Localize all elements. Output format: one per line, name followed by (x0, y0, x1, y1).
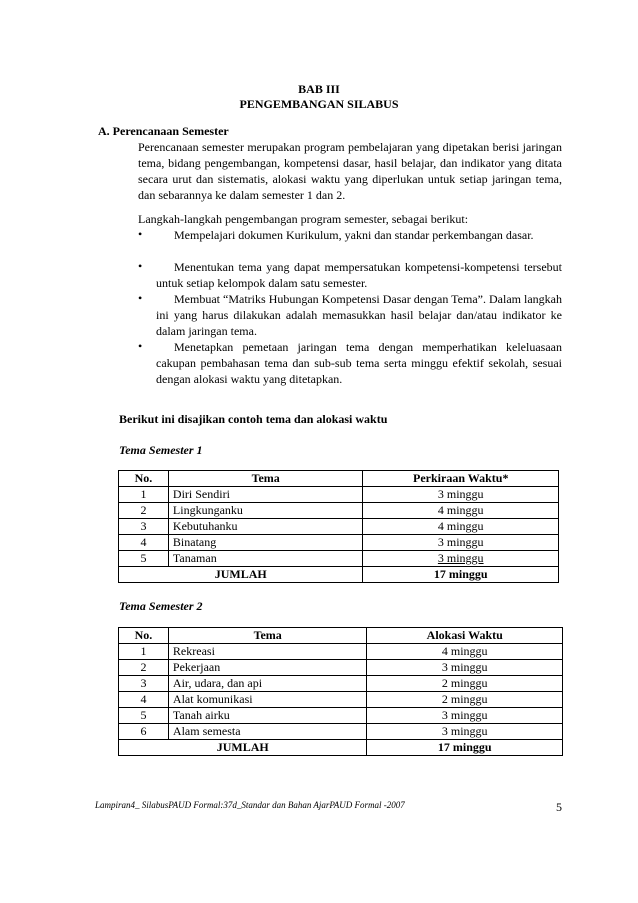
table-row (119, 676, 563, 692)
cell-no: 4 (119, 692, 169, 708)
cell-waktu-text: 3 minggu (437, 551, 484, 565)
steps-intro: Langkah-langkah pengembangan program semester, sebagai berikut: (138, 212, 469, 226)
col-header-no: No. (119, 628, 169, 644)
table-row (119, 708, 563, 724)
bullet-dot: • (138, 291, 143, 305)
cell-tema: Kebutuhanku (168, 519, 363, 535)
semester1-title: Tema Semester 1 (119, 443, 203, 457)
semester1-table (118, 470, 559, 583)
cell-no: 2 (119, 660, 169, 676)
table-total-row (119, 567, 559, 583)
cell-no: 1 (119, 487, 169, 503)
page-number: 5 (556, 800, 562, 814)
cell-no: 5 (119, 708, 169, 724)
cell-waktu: 3 minggu (367, 660, 563, 676)
table-row (119, 644, 563, 660)
bullet-dot: • (138, 227, 143, 241)
table-header-row (119, 628, 563, 644)
col-header-waktu: Perkiraan Waktu* (363, 471, 559, 487)
cell-waktu: 3 minggu (367, 724, 563, 740)
total-label: JUMLAH (119, 740, 367, 756)
cell-no: 4 (119, 535, 169, 551)
cell-waktu (363, 551, 559, 567)
cell-no: 3 (119, 676, 169, 692)
chapter-subtitle: PENGEMBANGAN SILABUS (239, 97, 399, 111)
section-a-heading: A. Perencanaan Semester (98, 124, 229, 138)
cell-waktu: 4 minggu (367, 644, 563, 660)
total-value: 17 minggu (363, 567, 559, 583)
cell-no: 3 (119, 519, 169, 535)
cell-waktu: 2 minggu (367, 692, 563, 708)
table-total-row (119, 740, 563, 756)
bullet-item: Mempelajari dokumen Kurikulum, yakni dan standar perkembangan dasar. (174, 228, 534, 242)
semester2-title: Tema Semester 2 (119, 599, 203, 613)
table-row (119, 487, 559, 503)
table-row (119, 724, 563, 740)
cell-tema: Pekerjaan (168, 660, 367, 676)
bullet-item: Menetapkan pemetaan jaringan tema dengan memperhatikan keleluasaan cakupan pembahasan tema dan sub-sub tema serta minggu efektif sekolah, sesuai dengan alokasi waktu yang ditetapkan. (156, 340, 562, 386)
table-header-row (119, 471, 559, 487)
cell-waktu: 3 minggu (363, 487, 559, 503)
bullet-item: Membuat “Matriks Hubungan Kompetensi Dasar dengan Tema”. Dalam langkah ini yang harus dilakukan adalah memasukkan hasil belajar dan/atau indikator ke dalam jaringan tema. (156, 292, 562, 338)
cell-no: 2 (119, 503, 169, 519)
section-a-paragraph: Perencanaan semester merupakan program pembelajaran yang dipetakan berisi jaringan tema, bidang pengembangan, kompetensi dasar, hasil belajar, dan indikator yang ditata secara urut dan sistematis, alokasi waktu yang diperlukan untuk setiap jaringan tema, dan sebarannya ke dalam semester 1 dan 2. (138, 140, 562, 202)
cell-no: 1 (119, 644, 169, 660)
col-header-tema: Tema (168, 628, 367, 644)
table-row (119, 551, 559, 567)
cell-tema: Alat komunikasi (168, 692, 367, 708)
cell-no: 5 (119, 551, 169, 567)
col-header-tema: Tema (168, 471, 363, 487)
footer-source: Lampiran4_ SilabusPAUD Formal:37d_Standar dan Bahan AjarPAUD Formal -2007 (95, 800, 405, 810)
bullet-dot: • (138, 259, 143, 273)
cell-waktu: 3 minggu (363, 535, 559, 551)
cell-tema: Binatang (168, 535, 363, 551)
semester2-table (118, 627, 563, 756)
cell-tema: Alam semesta (168, 724, 367, 740)
cell-no: 6 (119, 724, 169, 740)
bullet-item: Menentukan tema yang dapat mempersatukan kompetensi-kompetensi tersebut untuk setiap kelompok dalam satu semester. (156, 260, 562, 290)
examples-intro: Berikut ini disajikan contoh tema dan alokasi waktu (119, 412, 388, 426)
col-header-no: No. (119, 471, 169, 487)
cell-tema: Diri Sendiri (168, 487, 363, 503)
bullet-dot: • (138, 339, 143, 353)
table-row (119, 503, 559, 519)
cell-tema: Air, udara, dan api (168, 676, 367, 692)
chapter-title: BAB III (298, 82, 340, 96)
cell-waktu: 3 minggu (367, 708, 563, 724)
table-row (119, 535, 559, 551)
table-row (119, 519, 559, 535)
col-header-waktu: Alokasi Waktu (367, 628, 563, 644)
table-row (119, 660, 563, 676)
cell-tema: Lingkunganku (168, 503, 363, 519)
total-label: JUMLAH (119, 567, 363, 583)
cell-tema: Tanaman (168, 551, 363, 567)
cell-waktu: 4 minggu (363, 519, 559, 535)
table-row (119, 692, 563, 708)
cell-tema: Tanah airku (168, 708, 367, 724)
cell-tema: Rekreasi (168, 644, 367, 660)
cell-waktu: 2 minggu (367, 676, 563, 692)
cell-waktu: 4 minggu (363, 503, 559, 519)
total-value: 17 minggu (367, 740, 563, 756)
